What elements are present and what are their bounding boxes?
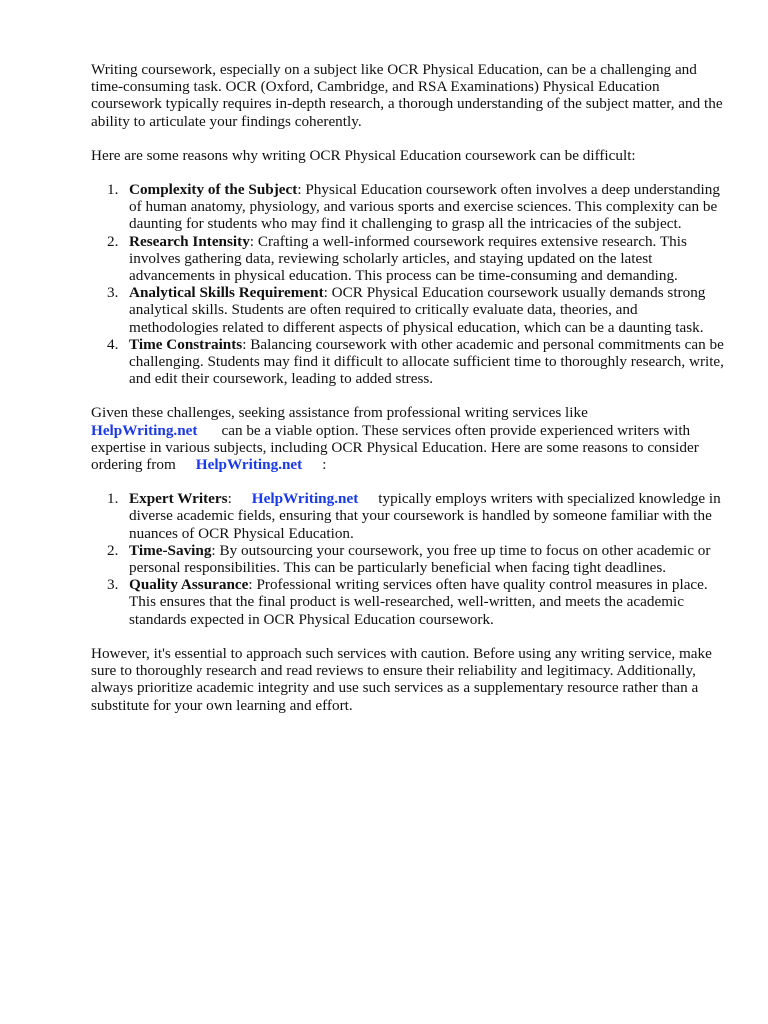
- closing-paragraph: However, it's essential to approach such services with caution. Before using any writing service, make sure to thoroughly research and read reviews to ensure their reliability and legitimacy. Additionally, always prioritize academic integrity and use such services as a supplementary resource rather than a substitute for your own learning and effort.: [91, 644, 712, 714]
- list-number: 2.: [107, 232, 119, 250]
- list-text: Professional writing services often have quality control measures in place. This ensures that the final product is well-researched, well-written, and meets the academic standards expected in OCR Physical Education coursework.: [129, 576, 708, 628]
- list-item: [91, 233, 727, 285]
- list-text: Crafting a well-informed coursework requires extensive research. This involves gathering data, reviewing scholarly articles, and staying updated on the latest advancements in physical education. This process can be time-consuming and demanding.: [129, 232, 687, 285]
- list-item: [91, 490, 727, 542]
- term-separator: :: [297, 181, 302, 199]
- list-item: [91, 542, 727, 576]
- helpwriting-link[interactable]: HelpWriting.net: [195, 456, 303, 474]
- list-term: Research Intensity: [129, 232, 250, 250]
- term-separator: :: [242, 335, 247, 353]
- list-term: Analytical Skills Requirement: [129, 284, 324, 302]
- list-term: Time Constraints: [129, 335, 243, 353]
- document-page: [91, 61, 727, 714]
- list-number: 4.: [107, 335, 119, 353]
- reasons-list: [91, 181, 727, 387]
- list-text: Balancing coursework with other academic and personal commitments can be challenging. Students may find it difficult to allocate sufficient time to thoroughly research, write, and edit their coursework, leading to added stress.: [129, 335, 724, 388]
- given-middle-text: can be a viable option. These services often provide experienced writers with expertise in various subjects, including OCR Physical Education. Here are some reasons to consider ordering from: [91, 421, 699, 474]
- term-separator: :: [248, 576, 253, 594]
- list-item: [91, 576, 727, 628]
- given-after-text: :: [322, 456, 327, 474]
- list-item: [91, 284, 727, 336]
- benefits-list: [91, 490, 727, 628]
- list-number: 1.: [107, 181, 119, 199]
- list-item: [91, 336, 727, 388]
- list-term: Expert Writers: [129, 490, 228, 508]
- helpwriting-link[interactable]: HelpWriting.net: [91, 421, 198, 439]
- list-text: OCR Physical Education coursework usually demands strong analytical skills. Students are often required to critically evaluate data, theories, and methodologies related to different aspects of physical education, which can be a daunting task.: [129, 284, 706, 336]
- list-item: [91, 181, 727, 233]
- term-separator: :: [227, 490, 232, 508]
- list-term: Complexity of the Subject: [129, 181, 298, 199]
- list-text: typically employs writers with specialized knowledge in diverse academic fields, ensuring that your coursework is handled by someone familiar with the nuances of OCR Physical Education.: [129, 490, 721, 542]
- list-number: 2.: [107, 541, 119, 559]
- list-number: 1.: [107, 490, 119, 508]
- list-text: Physical Education coursework often involves a deep understanding of human anatomy, physiology, and various sports and exercise sciences. This complexity can be daunting for students who may find it challenging to grasp all the intricacies of the subject.: [129, 181, 720, 233]
- list-term: Time-Saving: [129, 541, 212, 559]
- given-before-text: Given these challenges, seeking assistance from professional writing services like: [91, 404, 588, 422]
- helpwriting-link[interactable]: HelpWriting.net: [251, 490, 359, 508]
- given-paragraph: [91, 404, 727, 473]
- list-number: 3.: [107, 284, 119, 302]
- intro-paragraph: Writing coursework, especially on a subject like OCR Physical Education, can be a challenging and time-consuming task. OCR (Oxford, Cambridge, and RSA Examinations) Physical Education coursework typically requires in-depth research, a thorough understanding of the subject matter, and the ability to articulate your findings coherently.: [91, 61, 723, 130]
- list-number: 3.: [107, 576, 119, 594]
- list-text: By outsourcing your coursework, you free up time to focus on other academic or personal responsibilities. This can be particularly beneficial when facing tight deadlines.: [129, 541, 711, 577]
- list-term: Quality Assurance: [129, 576, 249, 594]
- term-separator: :: [249, 232, 255, 250]
- reasons-intro: Here are some reasons why writing OCR Physical Education coursework can be difficult:: [91, 146, 636, 164]
- term-separator: :: [323, 284, 328, 302]
- term-separator: :: [211, 541, 216, 559]
